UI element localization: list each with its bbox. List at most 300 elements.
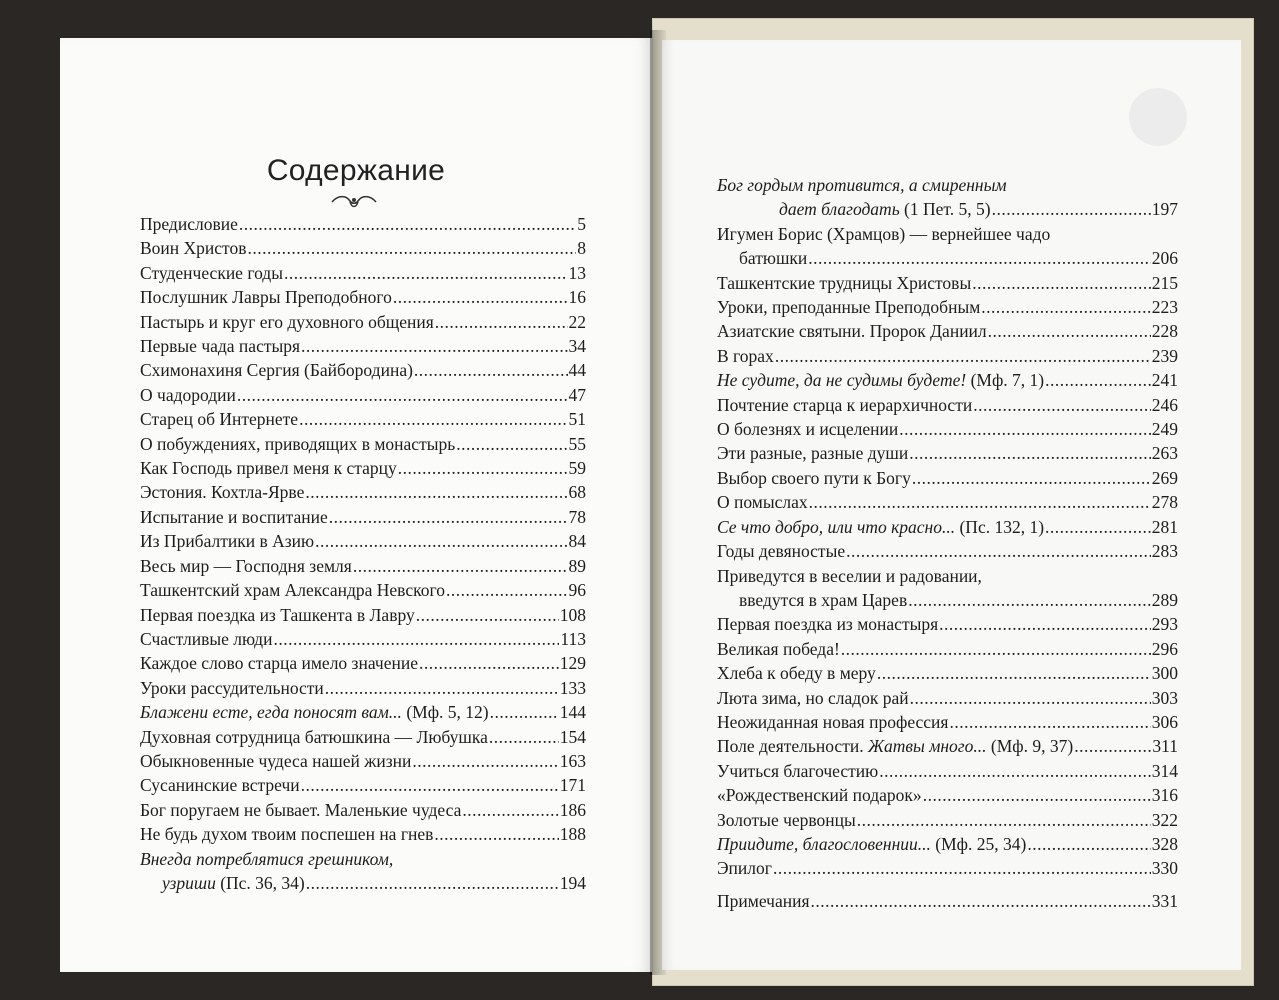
toc-entry-quote: Внегда потреблятися грешником, [140, 848, 394, 869]
toc-entry-row [140, 725, 586, 749]
toc-entry-row [717, 441, 1178, 465]
page-title: Содержание [266, 154, 446, 188]
toc-entry-title: Первая поездка из монастыря [717, 614, 939, 635]
toc-entry-title: введутся в храм Царев [739, 589, 908, 610]
toc-entry-title: Ташкентские трудницы Христовы [717, 272, 972, 293]
toc-entry [717, 710, 1178, 734]
toc-entry-row [140, 798, 586, 822]
toc-leader-dots [315, 529, 567, 553]
toc-entry-row [717, 661, 1178, 685]
show-through-mark [1129, 88, 1187, 146]
toc-entry-text [717, 368, 1044, 392]
toc-leader-dots [273, 627, 559, 651]
toc-entry-row [140, 676, 586, 700]
toc-page-number: 289 [1151, 589, 1178, 610]
toc-page-number: 188 [559, 824, 586, 845]
toc-leader-dots [1074, 734, 1151, 758]
toc-entry [140, 407, 586, 431]
toc-entry-row [140, 285, 586, 309]
toc-leader-dots [857, 808, 1151, 832]
toc-leader-dots [414, 358, 568, 382]
toc-entry-title-line [717, 222, 1178, 246]
toc-entry-title: Студенческие годы [140, 262, 283, 283]
toc-entry-text [717, 889, 810, 913]
toc-leader-dots [490, 700, 559, 724]
toc-left-column [140, 212, 586, 895]
toc-entry-title: Неожиданная новая профессия [717, 711, 949, 732]
toc-entry-title: Уроки, преподанные Преподобным [717, 297, 981, 318]
toc-entry-quote: Се что добро, или что красно... [717, 516, 956, 537]
toc-right-column [717, 173, 1178, 913]
toc-leader-dots [489, 725, 559, 749]
toc-leader-dots [808, 246, 1150, 270]
toc-page-number: 44 [568, 360, 586, 381]
toc-leader-dots [879, 759, 1151, 783]
toc-entry-row [717, 889, 1178, 913]
toc-page-number: 186 [559, 799, 586, 820]
toc-entry-title: Люта зима, но сладок рай [717, 687, 909, 708]
toc-entry-text [140, 627, 272, 651]
toc-entry-quote: дает благодать [779, 199, 900, 220]
right-page [662, 40, 1241, 970]
toc-page-number: 278 [1151, 492, 1178, 513]
toc-entry-text [717, 344, 774, 368]
toc-entry [140, 383, 586, 407]
toc-entry-quote: Не судите, да не судимы будете! [717, 370, 967, 391]
toc-entry-text [717, 295, 980, 319]
toc-leader-dots [329, 505, 568, 529]
toc-entry-text [717, 808, 856, 832]
toc-page-number: 241 [1151, 370, 1178, 391]
toc-entry-text [140, 529, 314, 553]
toc-entry-quote: Бог гордым противится, а смиренным [717, 175, 1007, 195]
toc-entry-text [140, 456, 397, 480]
toc-entry-text [717, 661, 876, 685]
toc-entry [717, 344, 1178, 368]
toc-page-number: 22 [568, 311, 586, 332]
left-page [60, 38, 652, 972]
toc-entry [140, 578, 586, 602]
toc-page-number: 263 [1151, 443, 1178, 464]
toc-entry-text [717, 734, 1073, 758]
toc-entry-text [739, 246, 807, 270]
toc-entry-title: Не будь духом твоим поспешен на гнев [140, 824, 434, 845]
toc-entry-title: Пастырь и круг его духовного общения [140, 311, 434, 332]
toc-page-number: 129 [559, 653, 586, 674]
toc-page-number: 328 [1151, 833, 1178, 854]
toc-entry-row [717, 319, 1178, 343]
toc-page-number: 197 [1151, 199, 1178, 220]
toc-entry-text [717, 466, 911, 490]
toc-entry-reference: (Мф. 25, 34) [930, 833, 1027, 854]
toc-entry-row [717, 344, 1178, 368]
toc-page-number: 59 [568, 458, 586, 479]
toc-entry-row [140, 236, 586, 260]
toc-entry-row [717, 710, 1178, 734]
toc-leader-dots [284, 261, 568, 285]
toc-leader-dots [841, 637, 1151, 661]
toc-entry [140, 700, 586, 724]
toc-entry-text [140, 798, 461, 822]
toc-entry-row [140, 749, 586, 773]
toc-entry-row [140, 383, 586, 407]
toc-entry-title: Эстония. Кохтла-Ярве [140, 482, 305, 503]
toc-entry-text [717, 393, 972, 417]
toc-entry-quote: Блажени есте, егда поносят вам... [140, 702, 402, 723]
toc-entry [717, 222, 1178, 271]
toc-entry-row [140, 627, 586, 651]
toc-entry-row [717, 759, 1178, 783]
toc-page-number: 331 [1151, 890, 1178, 911]
toc-page-number: 34 [568, 336, 586, 357]
toc-entry-title: Старец об Интернете [140, 409, 299, 430]
toc-page-number: 113 [560, 628, 586, 649]
toc-entry [717, 808, 1178, 832]
toc-entry-row [140, 651, 586, 675]
toc-entry-text [140, 773, 300, 797]
toc-entry-text [140, 236, 246, 260]
toc-page-number: 133 [559, 677, 586, 698]
toc-page-number: 8 [577, 238, 586, 259]
toc-entry [717, 539, 1178, 563]
toc-entry [140, 651, 586, 675]
toc-entry-row [140, 773, 586, 797]
toc-entry-title: Из Прибалтики в Азию [140, 531, 315, 552]
toc-leader-dots [908, 588, 1151, 612]
toc-entry [140, 212, 586, 236]
toc-entry-row [140, 529, 586, 553]
toc-entry-text [140, 676, 324, 700]
toc-entry-row [140, 578, 586, 602]
toc-page-number: 171 [559, 775, 586, 796]
toc-page-number: 283 [1151, 541, 1178, 562]
toc-entry-text [140, 212, 238, 236]
toc-leader-dots [1027, 832, 1150, 856]
toc-entry [140, 749, 586, 773]
toc-leader-dots [811, 889, 1151, 913]
toc-entry-title: батюшки [739, 248, 808, 269]
toc-entry-row [140, 310, 586, 334]
toc-entry-title: О побуждениях, приводящих в монастырь [140, 433, 456, 454]
toc-entry [717, 271, 1178, 295]
toc-page-number: 281 [1151, 516, 1178, 537]
toc-entry-title: «Рождественский подарок» [717, 785, 922, 806]
toc-entry-text [140, 725, 488, 749]
toc-entry-row [140, 407, 586, 431]
toc-entry-row [717, 197, 1178, 221]
toc-entry-text [140, 700, 489, 724]
toc-leader-dots [923, 783, 1151, 807]
toc-entry-row [717, 612, 1178, 636]
toc-entry-row [717, 734, 1178, 758]
toc-entry-title: Приведутся в веселии и радовании, [717, 565, 982, 586]
toc-entry-row [717, 490, 1178, 514]
toc-entry-title-line [717, 173, 1178, 197]
toc-entry-row [717, 417, 1178, 441]
toc-page-number: 300 [1151, 663, 1178, 684]
toc-page-number: 228 [1151, 321, 1178, 342]
toc-page-number: 89 [568, 555, 586, 576]
toc-entry-title: Эти разные, разные души [717, 443, 909, 464]
toc-entry-title: Годы девяностые [717, 541, 846, 562]
toc-entry-row [717, 466, 1178, 490]
toc-entry-text [717, 856, 772, 880]
toc-entry [717, 832, 1178, 856]
toc-entry-text [140, 407, 298, 431]
toc-leader-dots [972, 271, 1151, 295]
toc-entry-text [717, 759, 878, 783]
toc-page-number: 13 [568, 262, 586, 283]
toc-entry [717, 661, 1178, 685]
toc-entry [717, 856, 1178, 880]
toc-page-number: 269 [1151, 467, 1178, 488]
toc-page-number: 154 [559, 726, 586, 747]
toc-leader-dots [809, 490, 1151, 514]
toc-entry-text [717, 515, 1044, 539]
toc-entry-text [140, 383, 236, 407]
toc-entry-title: Первая поездка из Ташкента в Лавру [140, 604, 415, 625]
toc-leader-dots [846, 539, 1151, 563]
toc-entry-text [717, 271, 971, 295]
toc-entry-row [717, 856, 1178, 880]
toc-entry [140, 505, 586, 529]
toc-leader-dots [435, 310, 568, 334]
toc-page-number: 314 [1151, 760, 1178, 781]
toc-entry-text [140, 554, 352, 578]
toc-page-number: 246 [1151, 394, 1178, 415]
toc-entry [717, 490, 1178, 514]
toc-leader-dots [446, 578, 568, 602]
toc-leader-dots [301, 773, 559, 797]
toc-entry-row [140, 212, 586, 236]
toc-entry [140, 627, 586, 651]
toc-entry-text [717, 710, 948, 734]
toc-entry [140, 554, 586, 578]
toc-entry-reference: (Мф. 5, 12) [401, 702, 489, 723]
toc-page-number: 206 [1151, 248, 1178, 269]
toc-leader-dots [301, 334, 567, 358]
toc-leader-dots [416, 603, 559, 627]
toc-entry-row [717, 539, 1178, 563]
toc-entry-reference: (Пс. 132, 1) [955, 516, 1045, 537]
toc-entry-quote: узриши [162, 872, 216, 893]
toc-entry-title-line [140, 847, 586, 871]
toc-entry-row [717, 832, 1178, 856]
toc-page-number: 296 [1151, 638, 1178, 659]
toc-entry-title: Счастливые люди [140, 628, 273, 649]
toc-leader-dots [909, 441, 1151, 465]
toc-entry [140, 773, 586, 797]
toc-leader-dots [393, 285, 568, 309]
toc-leader-dots [398, 456, 568, 480]
toc-entry-reference: (Мф. 7, 1) [966, 370, 1045, 391]
toc-entry-title: Учиться благочестию [717, 760, 879, 781]
toc-leader-dots [773, 856, 1151, 880]
toc-leader-dots [434, 822, 558, 846]
toc-entry-text [717, 441, 908, 465]
toc-entry-title-line [717, 564, 1178, 588]
toc-entry-row [140, 505, 586, 529]
toc-page-number: 55 [568, 433, 586, 454]
toc-entry-text [717, 417, 898, 441]
toc-page-number: 223 [1151, 297, 1178, 318]
toc-entry [140, 822, 586, 846]
toc-page-number: 239 [1151, 345, 1178, 366]
toc-page-number: 78 [568, 506, 586, 527]
toc-entry [717, 637, 1178, 661]
toc-leader-dots [939, 612, 1151, 636]
toc-entry-title: Почтение старца к иерархичности [717, 394, 973, 415]
toc-page-number: 16 [568, 287, 586, 308]
toc-entry [717, 368, 1178, 392]
toc-entry-text [717, 539, 845, 563]
toc-entry-row [717, 368, 1178, 392]
toc-entry-text [717, 832, 1026, 856]
toc-entry-row [717, 515, 1178, 539]
toc-page-number: 163 [559, 750, 586, 771]
toc-entry-row [717, 271, 1178, 295]
toc-entry [140, 334, 586, 358]
toc-entry-title: Золотые червонцы [717, 809, 856, 830]
toc-leader-dots [299, 407, 567, 431]
toc-leader-dots [775, 344, 1151, 368]
toc-entry-text [717, 783, 922, 807]
toc-entry-title: Эпилог [717, 858, 772, 879]
toc-entry-reference: (Мф. 9, 37) [986, 736, 1074, 757]
toc-entry-title: Каждое слово старца имело значение [140, 653, 418, 674]
toc-entry-text [140, 651, 418, 675]
toc-entry [717, 783, 1178, 807]
toc-entry-text [140, 505, 328, 529]
toc-entry [717, 612, 1178, 636]
toc-entry-text [717, 637, 840, 661]
toc-entry-row [717, 808, 1178, 832]
toc-entry-text [140, 480, 304, 504]
toc-entry-row [717, 637, 1178, 661]
toc-leader-dots [992, 197, 1151, 221]
toc-page-number: 330 [1151, 858, 1178, 879]
toc-leader-dots [899, 417, 1151, 441]
toc-entry [717, 734, 1178, 758]
floral-ornament-icon [328, 193, 380, 211]
toc-entry-row [140, 456, 586, 480]
toc-entry-title: Схимонахиня Сергия (Байбородина) [140, 360, 413, 381]
toc-leader-dots [237, 383, 568, 407]
toc-page-number: 311 [1152, 736, 1178, 757]
toc-entry-title: О чадородии [140, 384, 236, 405]
toc-entry [140, 676, 586, 700]
toc-page-number: 293 [1151, 614, 1178, 635]
toc-entry [140, 285, 586, 309]
toc-entry-title: Бог поругаем не бывает. Маленькие чудеса [140, 799, 462, 820]
toc-page-number: 47 [568, 384, 586, 405]
toc-leader-dots [988, 319, 1151, 343]
toc-entry [140, 847, 586, 896]
toc-entry-title: Великая победа! [717, 638, 840, 659]
toc-entry [717, 515, 1178, 539]
toc-page-number: 194 [559, 872, 586, 893]
toc-entry-row [717, 246, 1178, 270]
toc-entry-text [140, 310, 434, 334]
toc-entry-quote: Жатвы много... [867, 736, 987, 757]
toc-entry-title: Примечания [717, 890, 810, 911]
toc-entry [717, 319, 1178, 343]
toc-leader-dots [1045, 515, 1151, 539]
toc-entry-row [140, 554, 586, 578]
toc-entry-title: В горах [717, 345, 774, 366]
toc-entry-row [717, 295, 1178, 319]
toc-entry [140, 480, 586, 504]
toc-entry [140, 456, 586, 480]
toc-page-number: 5 [577, 214, 586, 234]
toc-entry [717, 173, 1178, 222]
toc-page-number: 96 [568, 580, 586, 601]
toc-entry-text [140, 334, 300, 358]
toc-entry [717, 441, 1178, 465]
toc-entry [717, 686, 1178, 710]
toc-entry-reference: (Пс. 36, 34) [215, 872, 305, 893]
toc-page-number: 144 [559, 702, 586, 723]
toc-leader-dots [412, 749, 558, 773]
toc-entry-row [717, 783, 1178, 807]
toc-entry-text [779, 197, 991, 221]
toc-entry-title: Обыкновенные чудеса нашей жизни [140, 750, 412, 771]
toc-entry-text [140, 261, 283, 285]
toc-entry-title: Выбор своего пути к Богу [717, 467, 911, 488]
toc-entry-row [140, 700, 586, 724]
toc-page-number: 322 [1151, 809, 1178, 830]
toc-entry-title: О болезнях и исцелении [717, 419, 899, 440]
toc-entry [140, 725, 586, 749]
toc-entry-title: Поле деятельности. [717, 736, 868, 757]
toc-entry-title: Весь мир — Господня земля [140, 555, 352, 576]
toc-entry-reference: (1 Пет. 5, 5) [899, 199, 991, 220]
toc-page-number: 108 [559, 604, 586, 625]
toc-page-number: 84 [568, 531, 586, 552]
toc-entry [140, 261, 586, 285]
toc-entry [717, 466, 1178, 490]
toc-page-number: 306 [1151, 711, 1178, 732]
toc-leader-dots [462, 798, 558, 822]
toc-entry-row [140, 871, 586, 895]
toc-entry [717, 295, 1178, 319]
toc-entry-row [140, 432, 586, 456]
toc-entry [717, 417, 1178, 441]
toc-entry-text [717, 612, 938, 636]
toc-leader-dots [305, 480, 567, 504]
toc-page-number: 51 [568, 409, 586, 430]
toc-entry-text [140, 822, 433, 846]
toc-page-number: 215 [1151, 272, 1178, 293]
toc-entry [140, 236, 586, 260]
toc-entry [140, 603, 586, 627]
toc-entry [140, 310, 586, 334]
toc-leader-dots [239, 212, 576, 236]
toc-entry [140, 432, 586, 456]
toc-entry-title: Испытание и воспитание [140, 506, 328, 527]
toc-entry-row [140, 603, 586, 627]
toc-entry-text [140, 749, 411, 773]
toc-entry-title: Предисловие [140, 214, 238, 234]
toc-entry-title: Азиатские святыни. Пророк Даниил [717, 321, 987, 342]
toc-entry-row [717, 588, 1178, 612]
toc-entry-text [739, 588, 907, 612]
toc-leader-dots [325, 676, 559, 700]
toc-entry-row [140, 334, 586, 358]
toc-page-number: 303 [1151, 687, 1178, 708]
toc-page-number: 68 [568, 482, 586, 503]
toc-page-number: 249 [1151, 419, 1178, 440]
